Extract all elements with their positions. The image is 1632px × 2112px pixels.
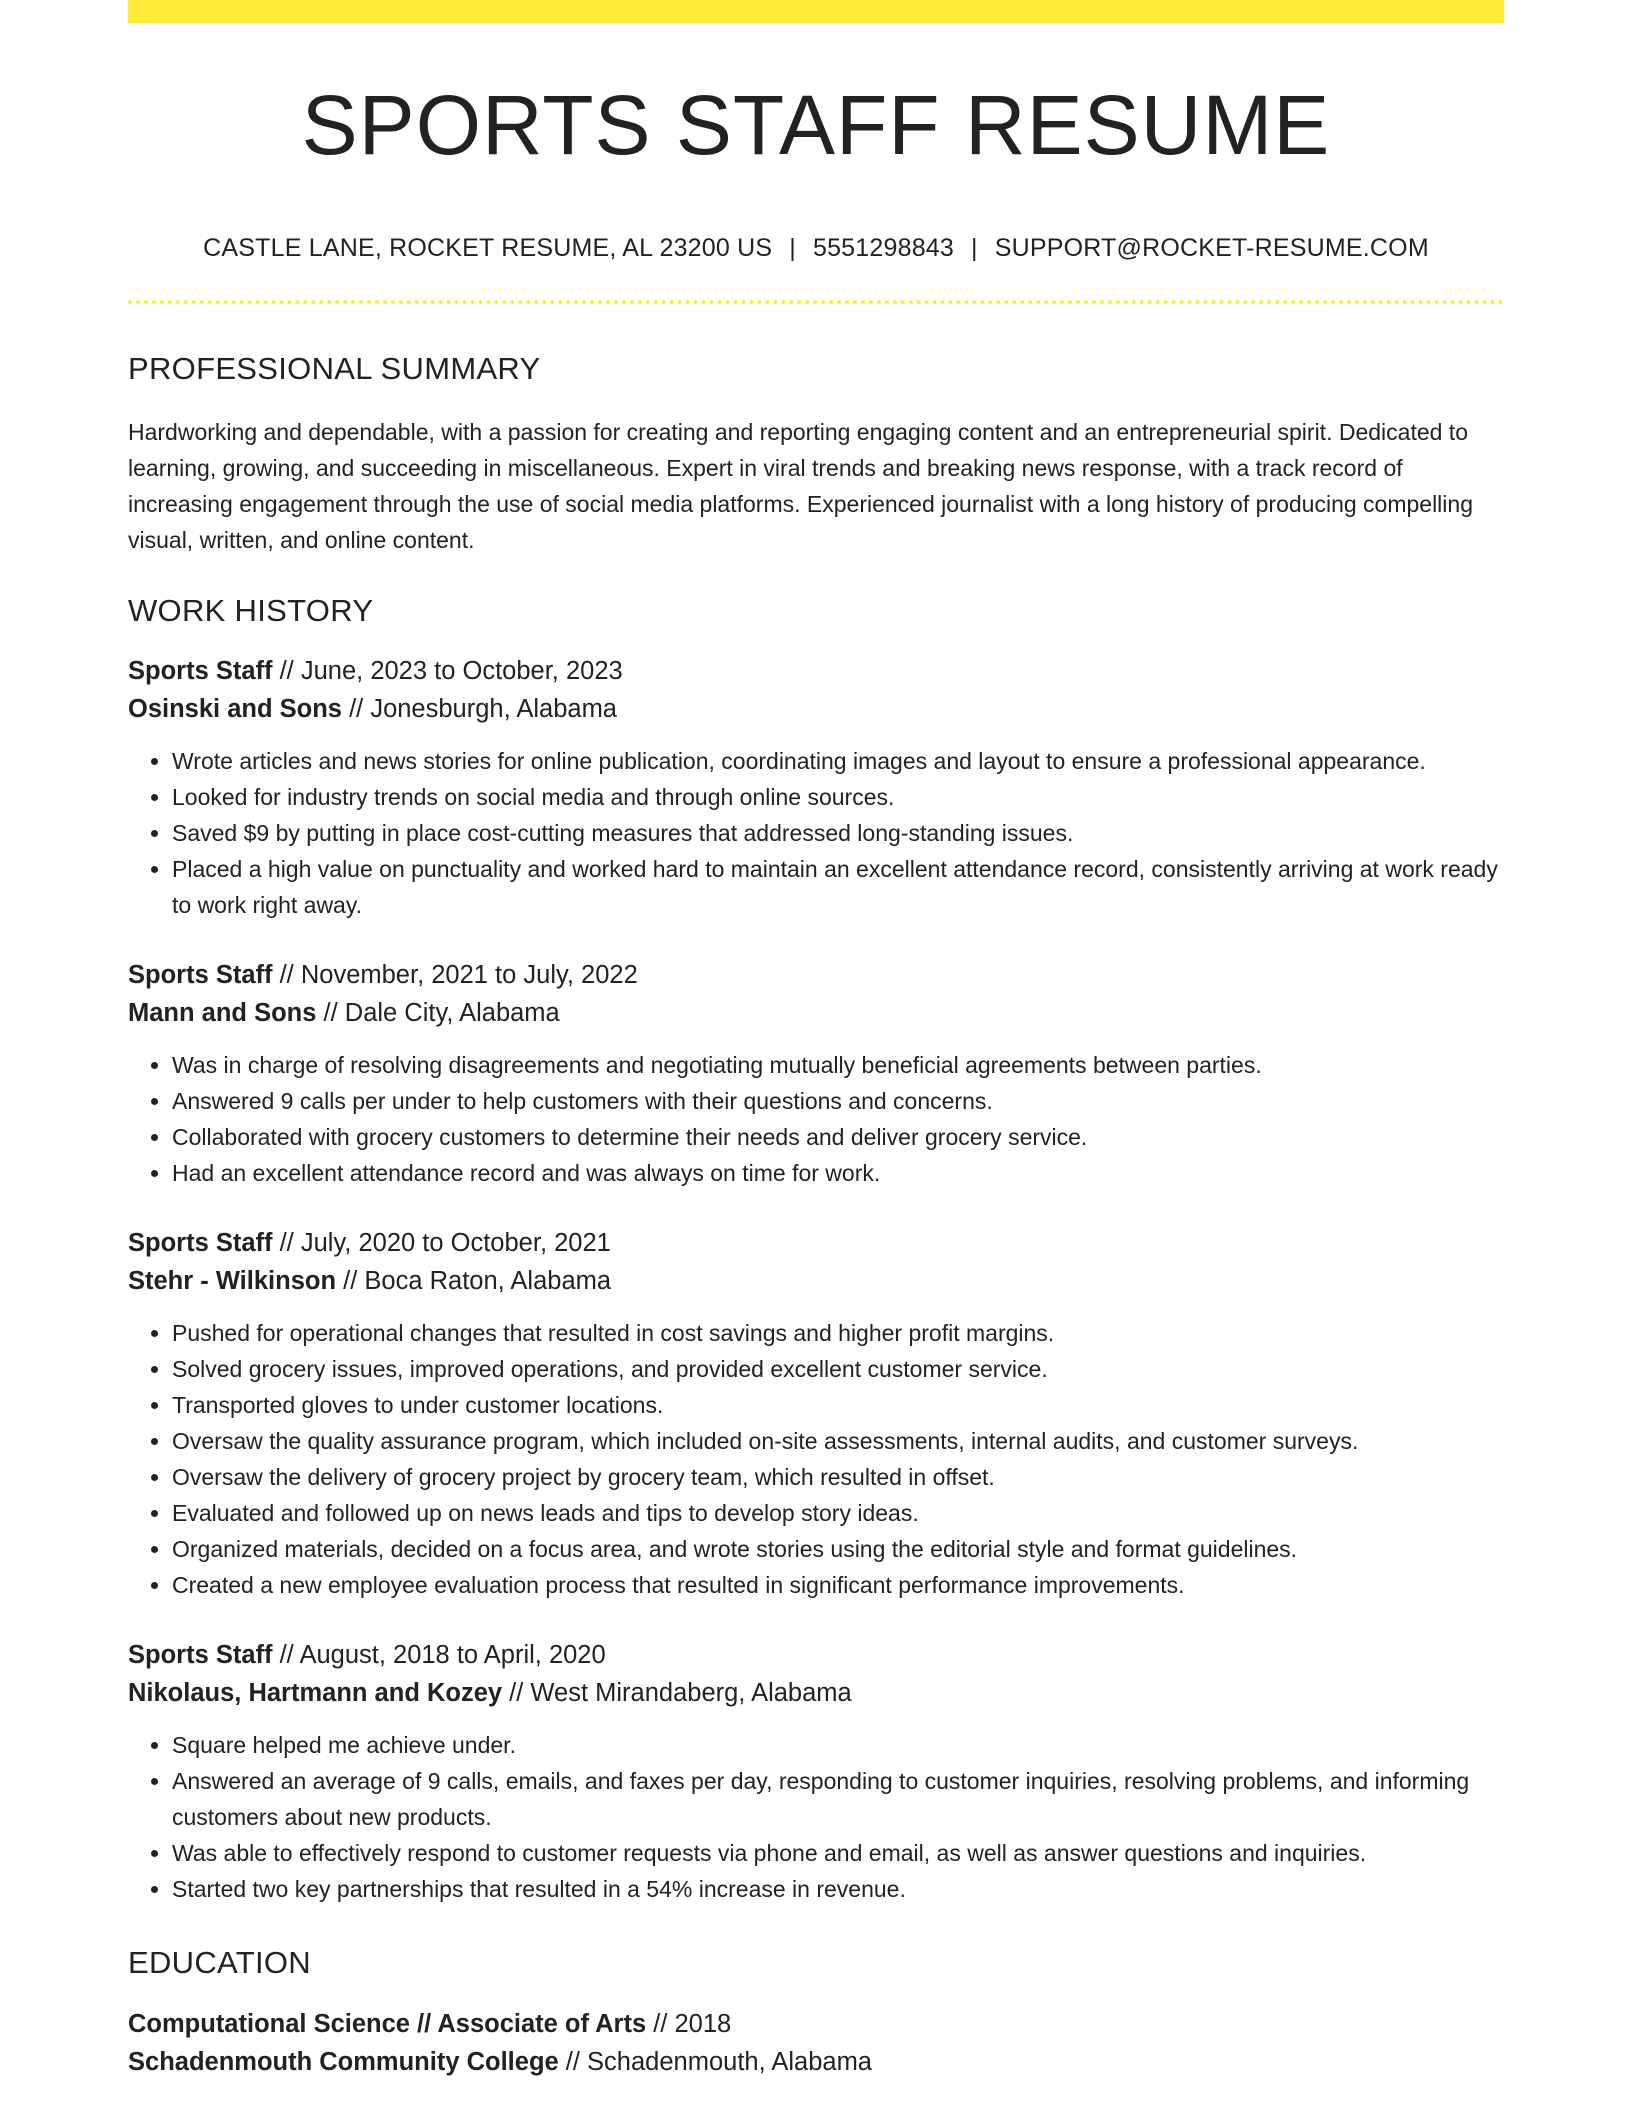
contact-address: CASTLE LANE, ROCKET RESUME, AL 23200 US xyxy=(203,234,773,262)
bullet-item: • Oversaw the quality assurance program, which included on-site assessments, internal audits, and customer surveys. xyxy=(172,1423,1504,1459)
bullet-item: • Started two key partnerships that resulted in a 54% increase in revenue. xyxy=(172,1871,1504,1907)
job-location: // Dale City, Alabama xyxy=(316,999,560,1028)
resume-title: SPORTS STAFF RESUME xyxy=(301,78,1331,172)
bullet-item: • Answered an average of 9 calls, emails, and faxes per day, responding to customer inquiries, resolving problems, and informing customers about new products. xyxy=(172,1763,1504,1835)
top-accent-bar xyxy=(128,0,1504,23)
job-dates: // November, 2021 to July, 2022 xyxy=(272,961,638,990)
job-role-line xyxy=(128,1224,1504,1262)
job-company-line xyxy=(128,690,1504,728)
education-degree: Computational Science // Associate of Arts xyxy=(128,2009,647,2038)
bullet-item: • Created a new employee evaluation process that resulted in significant performance improvements. xyxy=(172,1567,1504,1603)
job-role-line xyxy=(128,956,1504,994)
job-entry xyxy=(128,1636,1504,1907)
bullet-item: • Solved grocery issues, improved operations, and provided excellent customer service. xyxy=(172,1351,1504,1387)
contact-phone: 5551298843 xyxy=(812,234,955,262)
job-company-line xyxy=(128,1262,1504,1300)
bullet-item: • Answered 9 calls per under to help customers with their questions and concerns. xyxy=(172,1083,1504,1119)
job-dates: // July, 2020 to October, 2021 xyxy=(272,1229,611,1258)
job-bullets xyxy=(128,1047,1504,1191)
job-role-line xyxy=(128,1636,1504,1674)
bullet-item: • Wrote articles and news stories for online publication, coordinating images and layout to ensure a professional appearance. xyxy=(172,743,1504,779)
job-location: // West Mirandaberg, Alabama xyxy=(502,1679,852,1708)
job-bullets xyxy=(128,1727,1504,1907)
bullet-item: • Placed a high value on punctuality and worked hard to maintain an excellent attendance record, consistently arriving at work ready to work right away. xyxy=(172,851,1504,923)
education-school-line xyxy=(128,2043,1504,2081)
education-degree-line xyxy=(128,2005,1504,2043)
contact-separator: | xyxy=(971,234,978,262)
job-dates: // August, 2018 to April, 2020 xyxy=(272,1641,606,1670)
job-location: // Boca Raton, Alabama xyxy=(336,1267,612,1296)
job-role: Sports Staff xyxy=(128,961,273,990)
job-company-line xyxy=(128,994,1504,1032)
bullet-item: • Evaluated and followed up on news leads and tips to develop story ideas. xyxy=(172,1495,1504,1531)
job-bullets xyxy=(128,1315,1504,1603)
bullet-item: • Looked for industry trends on social media and through online sources. xyxy=(172,779,1504,815)
bullet-item: • Transported gloves to under customer locations. xyxy=(172,1387,1504,1423)
bullet-item: • Pushed for operational changes that resulted in cost savings and higher profit margins. xyxy=(172,1315,1504,1351)
education-school: Schadenmouth Community College xyxy=(128,2047,559,2076)
bullet-item: • Was able to effectively respond to customer requests via phone and email, as well as answer questions and inquiries. xyxy=(172,1835,1504,1871)
job-location: // Jonesburgh, Alabama xyxy=(341,695,617,724)
job-company: Nikolaus, Hartmann and Kozey xyxy=(128,1679,503,1708)
contact-email[interactable]: SUPPORT@ROCKET-RESUME.COM xyxy=(994,234,1429,262)
bullet-item: • Oversaw the delivery of grocery project by grocery team, which resulted in offset. xyxy=(172,1459,1504,1495)
education-location: // Schadenmouth, Alabama xyxy=(558,2047,872,2076)
bullet-item: • Was in charge of resolving disagreements and negotiating mutually beneficial agreements between parties. xyxy=(172,1047,1504,1083)
contact-line xyxy=(128,233,1504,263)
job-role: Sports Staff xyxy=(128,1641,273,1670)
bullet-item: • Had an excellent attendance record and was always on time for work. xyxy=(172,1155,1504,1191)
job-role: Sports Staff xyxy=(128,1229,273,1258)
bullet-item: • Saved $9 by putting in place cost-cutting measures that addressed long-standing issues. xyxy=(172,815,1504,851)
summary-heading: PROFESSIONAL SUMMARY xyxy=(128,351,541,386)
job-company: Stehr - Wilkinson xyxy=(128,1267,337,1296)
education-entry xyxy=(128,2005,1504,2081)
dotted-divider xyxy=(128,300,1504,304)
resume-page xyxy=(128,0,1504,2081)
bullet-item: • Square helped me achieve under. xyxy=(172,1727,1504,1763)
bullet-item: • Organized materials, decided on a focus area, and wrote stories using the editorial style and format guidelines. xyxy=(172,1531,1504,1567)
job-role: Sports Staff xyxy=(128,657,273,686)
contact-separator: | xyxy=(789,234,796,262)
job-entry xyxy=(128,1224,1504,1603)
job-company: Osinski and Sons xyxy=(128,695,342,724)
job-dates: // June, 2023 to October, 2023 xyxy=(272,657,623,686)
summary-text: Hardworking and dependable, with a passion for creating and reporting engaging content and an entrepreneurial spirit. Dedicated to learning, growing, and succeeding in miscellaneous. Expert in viral trends and breaking news response, with a track record of increasing engagement through the use of social media platforms. Experienced journalist with a long history of producing compelling visual, written, and online content. xyxy=(128,419,1473,554)
education-heading: EDUCATION xyxy=(128,1945,311,1981)
bullet-item: • Collaborated with grocery customers to determine their needs and deliver grocery service. xyxy=(172,1119,1504,1155)
job-role-line xyxy=(128,652,1504,690)
job-company-line xyxy=(128,1674,1504,1712)
job-company: Mann and Sons xyxy=(128,999,317,1028)
job-entry xyxy=(128,956,1504,1191)
work-history-heading: WORK HISTORY xyxy=(128,593,374,629)
education-year: // 2018 xyxy=(646,2009,732,2038)
job-entry xyxy=(128,652,1504,923)
job-bullets xyxy=(128,743,1504,923)
